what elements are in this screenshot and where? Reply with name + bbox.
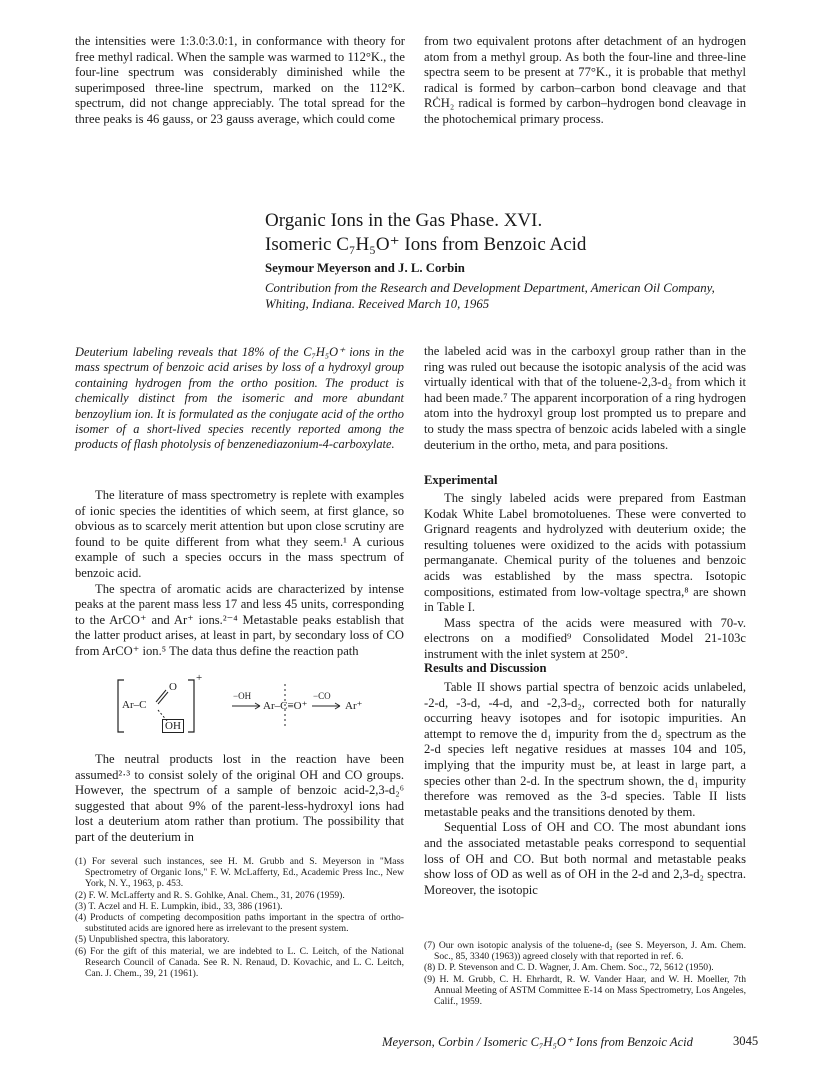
footnotes-right xyxy=(424,940,746,1007)
footnote: (1) For several such instances, see H. M. Grubb and S. Meyerson in "Mass Spectrometry of Organic Ions," F. W. McLafferty, Ed., Academic Press Inc., New York, N. Y., 1963, p. 453. xyxy=(75,856,404,890)
running-footer: Meyerson, Corbin / Isomeric C₇H₅O⁺ Ions from Benzoic Acid xyxy=(382,1035,693,1049)
scheme-ar-c: Ar–C xyxy=(122,699,147,711)
abstract xyxy=(75,345,404,453)
footnote: (7) Our own isotopic analysis of the toluene-d₂ (see S. Meyerson, J. Am. Chem. Soc., 85, 3340 (1963)) agreed closely with that reported in ref. 6. xyxy=(424,940,746,963)
experimental-section xyxy=(424,491,746,663)
footnote: (2) F. W. McLafferty and R. S. Gohlke, Anal. Chem., 31, 2076 (1959). xyxy=(75,889,345,901)
scheme-drawing xyxy=(112,676,412,740)
paragraph: Table II shows partial spectra of benzoic acids unlabeled, -2-d, -3-d, -4-d, and -2,3-d₂, corrected both for naturally occurring heavy isotopes and for isotopic impurities. An attempt to remove the d₁ impurity from the d₂ spectrum as the 2-d species left negative residues at masses 104 and 105, implying that the impurity must be, at least in large part, a species other than 2-d. In the spectrum shown, the d₁ impurity therefore was removed as the 3-d species. Table II lists metastable peaks and the transitions denoted by them. xyxy=(424,680,746,819)
footnote: (8) D. P. Stevenson and C. D. Wagner, J. Am. Chem. Soc., 72, 5612 (1950). xyxy=(424,962,714,974)
article-title-line2: Isomeric C₇H₅O⁺ Ions from Benzoic Acid xyxy=(265,234,587,255)
footnotes-left xyxy=(75,856,404,979)
scheme-loss-oh: −OH xyxy=(233,691,252,701)
footnote: (4) Products of competing decomposition paths important in the spectra of ortho-substituted acids are ignored here as irrelevant to the present system. xyxy=(75,912,404,935)
section-heading-results: Results and Discussion xyxy=(424,661,547,675)
article-authors: Seymour Meyerson and J. L. Corbin xyxy=(265,261,465,275)
paragraph: The literature of mass spectrometry is replete with examples of ionic species the identities of which seem, at first glance, so obvious as to scarcely merit attention but upon close scrutiny are found to be quite different from what they seem.¹ A curious example of such a species occurs in the mass spectrum of benzoic acid. xyxy=(75,488,404,580)
paragraph: The neutral products lost in the reaction have been assumed²·³ to consist solely of the original OH and CO groups. However, the spectrum of a sample of benzoic acid-2,3-d₂⁶ suggested that about 9% of the parent-less-hydroxyl ions had lost a deuterium atom rather than protium. The possibility that part of the deuterium in xyxy=(75,752,404,844)
scheme-aroyl-ion: Ar–C≡O⁺ xyxy=(263,700,308,712)
footnote: (6) For the gift of this material, we are indebted to L. C. Leitch, of the National Research Council of Canada. See R. N. Renaud, D. Kovachic, and L. C. Leitch, Can. J. Chem., 39, 21 (1961). xyxy=(75,945,404,980)
results-section xyxy=(424,680,746,898)
paragraph: The spectra of aromatic acids are characterized by intense peaks at the parent mass less 17 and less 45 units, corresponding to the ArCO⁺ and Ar⁺ ions.²⁻⁴ Metastable peaks establish that the latter product arises, at least in part, by secondary loss of CO from ArCO⁺ ion.⁵ The data thus define the reaction path xyxy=(75,581,404,658)
scheme-oxygen: O xyxy=(169,681,177,693)
scheme-hydroxyl: OH xyxy=(162,719,184,733)
paragraph: the intensities were 1:3.0:3.0:1, in conformance with theory for free methyl radical. When the sample was warmed to 112°K., the four-line spectrum was considerably diminished while the superimposed three-line spectrum, marked on the 112°K. spectrum, did not change appreciably. The total spread for the three peaks is 46 gauss, or 23 gauss average, which could come xyxy=(75,34,405,126)
scheme-aryl-ion: Ar⁺ xyxy=(345,700,363,712)
article-affiliation: Contribution from the Research and Development Department, American Oil Company, Whiting, Indiana. Received March 10, 1965 xyxy=(265,281,715,311)
continued-text-right xyxy=(424,34,746,128)
paragraph: from two equivalent protons after detachment of an hydrogen atom from a methyl group. As both the four-line and three-line spectra seem to be present at 77°K., it is probable that methyl radical is formed by carbon–carbon bond cleavage and that RĊH₂ radical is formed by carbon–hydrogen bond cleavage in the photochemical primary process. xyxy=(424,34,746,126)
paragraph: The singly labeled acids were prepared from Eastman Kodak White Label bromotoluenes. These were converted to Grignard reagents and hydrolyzed with deuterium oxide; the resulting toluenes were oxidized to the acids with potassium permanganate. Chemical purity of the toluenes and benzoic acids was established by the mass spectra. Isotopic compositions, estimated from low-voltage spectra,⁸ are shown in Table I. xyxy=(424,491,746,615)
footnote: (3) T. Aczel and H. E. Lumpkin, ibid., 33, 386 (1961). xyxy=(75,900,283,912)
left-body-continued xyxy=(75,752,404,846)
page-number: 3045 xyxy=(733,1034,759,1048)
section-heading-experimental: Experimental xyxy=(424,473,498,487)
paragraph: Sequential Loss of OH and CO. The most abundant ions and the associated metastable peaks correspond to sequential loss of OH and CO. But both normal and metastable peaks show loss of OD as well as of OH in the 2-d and 2,3-d₂ spectra. Moreover, the isotopic xyxy=(424,820,746,897)
continued-text-left xyxy=(75,34,405,128)
abstract-text: Deuterium labeling reveals that 18% of the C₇H₅O⁺ ions in the mass spectrum of benzoic acid arises by loss of a hydroxyl group containing hydrogen from the ortho position. The product is chemically distinct from the isomeric and more abundant benzoylium ion. It is formulated as the conjugate acid of the ortho isomer of a short-lived species recently reported among the products of flash photolysis of benzenediazonium-4-carboxylate. xyxy=(75,345,404,452)
paragraph: the labeled acid was in the carboxyl group rather than in the ring was ruled out because the isotopic analysis of the acid was virtually identical with that of the toluene-2,3-d₂ from which it had been made.⁷ The apparent incorporation of a ring hydrogen atom into the hydroxyl group lost prompted us to prepare and to study the mass spectra of benzoic acids labeled with a single deuterium in the ortho, meta, and para positions. xyxy=(424,344,746,452)
reaction-scheme xyxy=(112,672,412,740)
scheme-loss-co: −CO xyxy=(313,691,331,701)
paragraph: Mass spectra of the acids were measured with 70-v. electrons on a modified⁹ Consolidated Model 21-103c instrument with the inlet system at 250°. xyxy=(424,615,746,661)
footnote: (9) H. M. Grubb, C. H. Ehrhardt, R. W. Vander Haar, and W. H. Moeller, 7th Annual Meeting of ASTM Committee E-14 on Mass Spectrometry, Los Angeles, Calif., 1959. xyxy=(424,973,746,1008)
article-title-line1: Organic Ions in the Gas Phase. XVI. xyxy=(265,210,543,231)
right-body xyxy=(424,344,746,453)
left-body xyxy=(75,488,404,660)
footnote: (5) Unpublished spectra, this laboratory. xyxy=(75,934,230,946)
bracket-charge: + xyxy=(196,672,203,684)
